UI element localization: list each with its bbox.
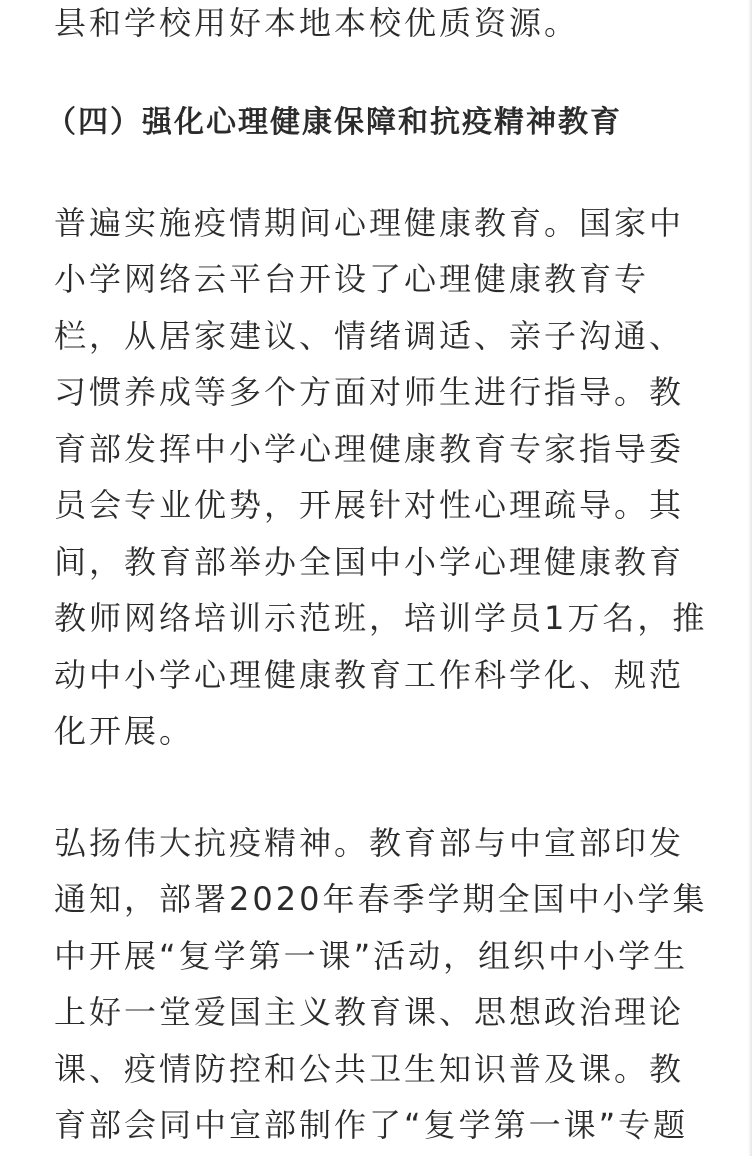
paragraph-line: 化开展。 [54, 712, 195, 750]
paragraph-line: 育部会同中宣部制作了“复学第一课”专题 [54, 1106, 689, 1144]
paragraph-line: 通知，部署2020年春季学期全国中小学集 [54, 880, 708, 918]
paragraph-line: 上好一堂爱国主义教育课、思想政治理论 [54, 993, 685, 1031]
intro-tail-line: 县和学校用好本地本校优质资源。 [54, 4, 580, 42]
page-edge-shadow [748, 0, 752, 1156]
paragraph-line: 栏，从居家建议、情绪调适、亲子沟通、 [54, 316, 685, 355]
paragraph-line: 员会专业优势，开展针对性心理疏导。其 [54, 486, 685, 524]
paragraph-line: 习惯养成等多个方面对师生进行指导。教 [54, 373, 685, 411]
paragraph-line: 弘扬伟大抗疫精神。教育部与中宣部印发 [54, 823, 685, 862]
article-body [46, 0, 708, 1154]
paragraph-line: 动中小学心理健康教育工作科学化、规范 [54, 655, 685, 694]
paragraph-line: 教师网络培训示范班，培训学员1万名，推 [54, 599, 708, 637]
paragraph-line: 课、疫情防控和公共卫生知识普及课。教 [54, 1049, 685, 1088]
paragraph-line: 间，教育部举办全国中小学心理健康教育 [54, 542, 685, 581]
spacer [54, 143, 699, 195]
paragraph-psychological-health [54, 195, 708, 760]
paragraph-line: 育部发挥中小学心理健康教育专家指导委 [54, 429, 685, 468]
section-heading: （四）强化心理健康保障和抗疫精神教育 [46, 104, 622, 140]
spacer [54, 760, 699, 815]
spacer [54, 52, 699, 103]
paragraph-line: 小学网络云平台开设了心理健康教育专 [54, 260, 650, 298]
paragraph-line: 中开展“复学第一课”活动，组织中小学生 [54, 936, 689, 975]
paragraph-anti-epidemic-spirit [54, 815, 708, 1154]
paragraph-line: 普遍实施疫情期间心理健康教育。国家中 [54, 203, 685, 242]
